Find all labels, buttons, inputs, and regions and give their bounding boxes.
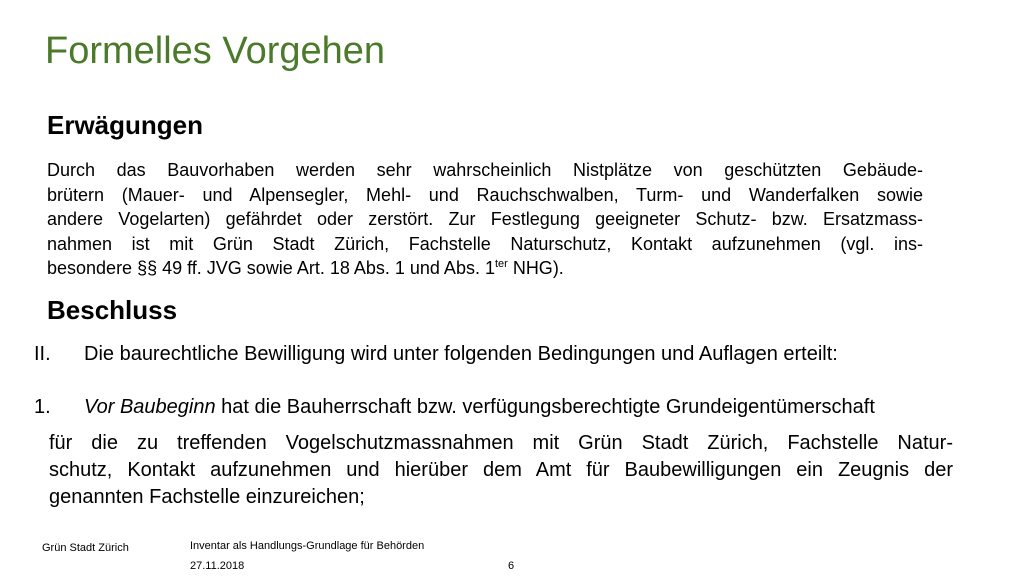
beschluss-heading: Beschluss	[47, 295, 178, 325]
paragraph-line: andere Vogelarten) gefährdet oder zerstört. Zur Festlegung geeigneter Schutz- bzw. Ersatzmass-	[47, 209, 923, 229]
footer-document-title: Inventar als Handlungs-Grundlage für Behörden	[190, 540, 425, 552]
erwaegungen-heading: Erwägungen	[47, 110, 204, 140]
paragraph-line: für die zu treffenden Vogelschutzmassnahmen mit Grün Stadt Zürich, Fachstelle Natur-	[49, 432, 953, 454]
paragraph-line-last	[47, 256, 923, 281]
footer-date: 27.11.2018	[190, 560, 245, 572]
item-italic-text: Vor Baubeginn	[84, 396, 216, 418]
paragraph-line-last: genannten Fachstelle einzureichen;	[49, 486, 365, 508]
paragraph-line: nahmen ist mit Grün Stadt Zürich, Fachstelle Naturschutz, Kontakt aufzunehmen (vgl. ins-	[47, 233, 923, 254]
paragraph-line: Durch das Bauvorhaben werden sehr wahrscheinlich Nistplätze von geschützten Gebäude-	[47, 160, 923, 180]
page-number: 6	[508, 560, 515, 572]
paragraph-line: schutz, Kontakt aufzunehmen und hierüber dem Amt für Baubewilligungen ein Zeugnis der	[49, 459, 953, 481]
erwaegungen-paragraph	[47, 158, 923, 281]
last-line-before: besondere §§ 49 ff. JVG sowie Art. 18 Abs. 1 und Abs. 1	[47, 258, 495, 278]
item-rest-text: hat die Bauherrschaft bzw. verfügungsberechtigte Grundeigentümerschaft	[215, 396, 875, 418]
paragraph-line: brütern (Mauer- und Alpensegler, Mehl- und Rauchschwalben, Turm- und Wanderfalken sowie	[47, 184, 923, 205]
item-number: II.	[34, 343, 51, 365]
superscript-ter: ter	[494, 258, 508, 270]
item-1-paragraph	[49, 430, 953, 511]
item-number: 1.	[34, 396, 51, 418]
item-text: Die baurechtliche Bewilligung wird unter folgenden Bedingungen und Auflagen erteilt:	[84, 343, 838, 365]
item-text	[84, 396, 875, 419]
footer-organization: Grün Stadt Zürich	[42, 542, 129, 554]
last-line-after: NHG).	[507, 258, 564, 278]
slide-title: Formelles Vorgehen	[45, 30, 386, 72]
